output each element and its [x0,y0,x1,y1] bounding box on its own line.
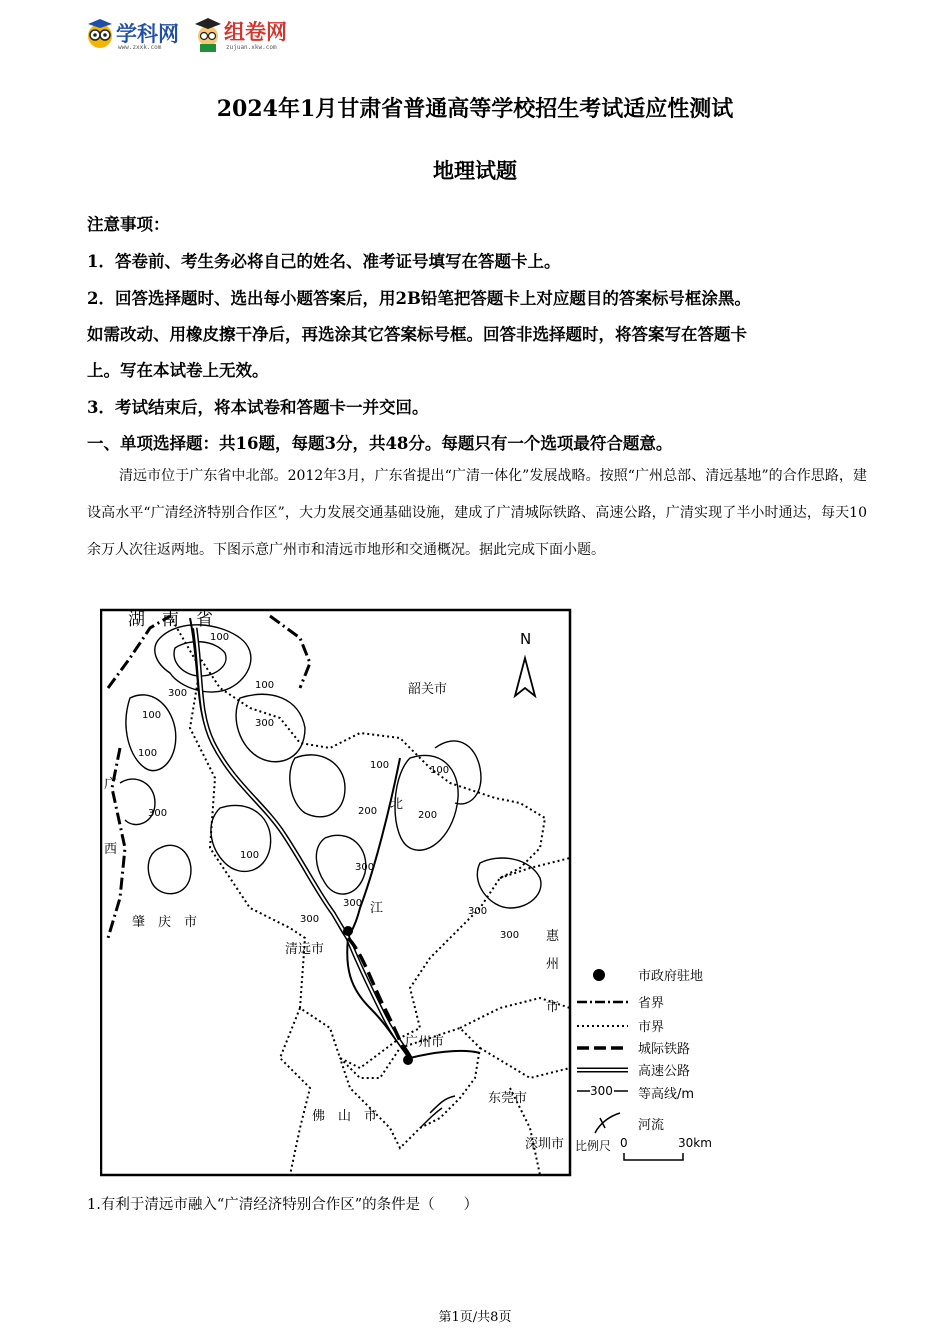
river-tributaries [420,1096,455,1128]
label-huizhou-3: 市 [546,1000,560,1015]
label-qingyuan: 清远市 [285,942,325,957]
subject-title: 地理试题 [433,158,517,183]
scale-thirty: 30km [678,1136,712,1150]
logo-zujuanwang-url: zujuan.xkw.com [226,44,277,51]
contour-label: 200 [418,810,438,821]
label-river-bei: 北 [390,797,404,812]
question-1: 1.有利于清远市融入“广清经济特别合作区”的条件是（ ） [87,1197,479,1213]
label-huizhou-2: 州 [546,957,560,972]
contour-label: 300 [168,688,188,699]
note-item: 3．考试结束后，将本试卷和答题卡一并交回。 [87,398,429,417]
legend-rail: 城际铁路 [638,1042,691,1057]
label-foshan: 佛 山 市 [312,1109,378,1124]
contour-labels [138,632,519,941]
qingyuan-seat [343,926,353,936]
contour-label: 300 [500,930,520,941]
label-shenzhen: 深圳市 [525,1137,565,1152]
contour-label: 300 [355,862,375,873]
legend-river-icon [595,1113,620,1133]
exam-title: 2024年1月甘肃省普通高等学校招生考试适应性测试 [216,96,734,122]
province-border-north [270,616,310,688]
contour-label: 300 [255,718,275,729]
logo-xuekewang: 学科网 [116,22,179,46]
note-item: 上。写在本试卷上无效。 [87,361,269,380]
contour-label: 300 [148,808,168,819]
note-item: 2．回答选择题时、选出每小题答案后，用2B铅笔把答题卡上对应题目的答案标号框涂黑。 [87,289,751,308]
contour-label: 200 [358,806,378,817]
legend-expressway: 高速公路 [638,1064,691,1079]
contour-label: 100 [142,710,162,721]
scale-zero: 0 [620,1136,628,1150]
legend-city: 市界 [638,1020,665,1035]
header-logos [86,14,316,56]
label-zhaoqing: 肇 庆 市 [132,915,198,930]
note-item: 如需改动、用橡皮擦干净后，再选涂其它答案标号框。回答非选择题时，将答案写在答题卡 [87,325,747,344]
terrain-transport-map [100,608,720,1178]
label-guangxi-2: 西 [104,842,118,857]
legend-seat-icon [593,969,605,981]
legend-scale-label: 比例尺 [575,1139,612,1153]
legend-seat: 市政府驻地 [638,969,704,984]
contour-label: 100 [240,850,260,861]
guangzhou-seat [403,1055,413,1065]
contour-label: 300 [300,914,320,925]
contour-label: 100 [430,765,450,776]
page-footer: 第1页/共8页 [438,1310,512,1325]
scale-bar [624,1153,683,1160]
city-borders [280,858,570,1175]
contour-label: 300 [343,898,363,909]
label-huizhou-1: 惠 [546,929,560,944]
legend-contour-value: 300 [590,1084,613,1098]
contour-label: 100 [210,632,230,643]
north-arrow-icon [515,658,535,696]
passage: 清远市位于广东省中北部。2012年3月，广东省提出“广清一体化”发展战略。按照“广州总部、清远基地”的合作思路，建设高水平“广清经济特别合作区”，大力发展交通基础设施，建成了广清城际铁路、高速公路，广清实现了半小时通达，每天10余万人次往返两地。下图示意广州市和清远市地形和交通概况。据此完成下面小题。 [87,468,867,558]
map-legend [575,968,712,1160]
contour-label: 100 [138,748,158,759]
notes-heading: 注意事项： [87,215,170,234]
legend-province: 省界 [638,996,665,1011]
contour-label: 300 [468,906,488,917]
contour-label: 100 [370,760,390,771]
logo-xuekewang-url: www.zxxk.com [118,44,162,51]
note-item: 1．答卷前、考生务必将自己的姓名、准考证号填写在答题卡上。 [87,252,561,271]
legend-river: 河流 [638,1118,665,1133]
logo-zujuanwang: 组卷网 [224,20,287,44]
legend-contour: 等高线/m [638,1087,695,1102]
contour-label: 100 [255,680,275,691]
label-shaoguan: 韶关市 [408,682,448,697]
section-heading: 一、单项选择题：共16题，每题3分，共48分。每题只有一个选项最符合题意。 [87,434,673,453]
north-label: N [520,630,532,648]
student-logo-icon [192,14,226,54]
label-guangxi-1: 广 [104,777,118,792]
qingyuan-border [170,616,545,1068]
label-hunan: 湖 南 省 [128,610,213,630]
label-dongguan: 东莞市 [488,1091,528,1106]
label-river-jiang: 江 [370,901,384,916]
contour-lines [120,625,541,908]
label-guangzhou: 广州市 [405,1035,445,1050]
